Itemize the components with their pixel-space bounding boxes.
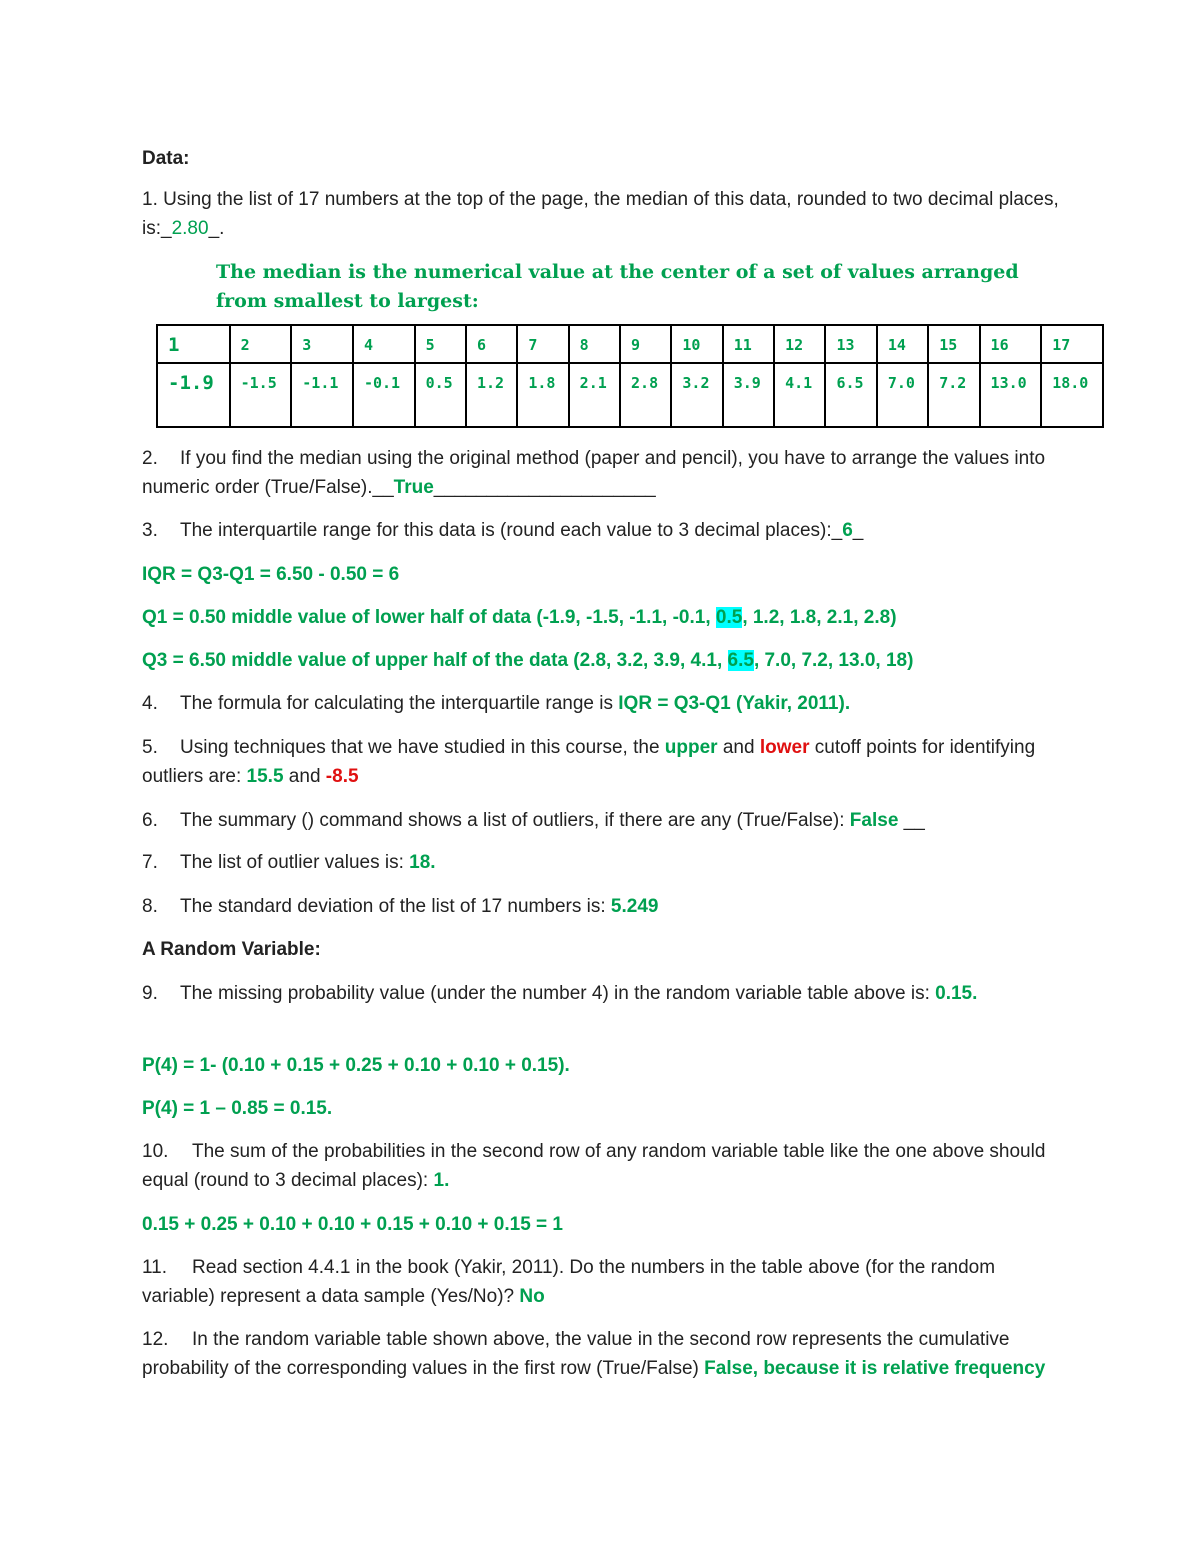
p4-line-2: P(4) = 1 – 0.85 = 0.15. (142, 1098, 333, 1119)
table-cell: 5 (415, 325, 466, 363)
q1-highlight: 0.5 (715, 607, 743, 628)
answer-3: 6 (842, 520, 853, 541)
table-cell: 13.0 (980, 363, 1042, 427)
answer-8: 5.249 (610, 896, 659, 917)
question-8: 8. The standard deviation of the list of 17 numbers is: 5.249 (142, 896, 659, 917)
table-cell: 1 (157, 325, 230, 363)
question-2: 2. If you find the median using the original method (paper and pencil), you have to arrange the values into numeric order (True/False).__True_____________________ (142, 448, 1046, 498)
table-cell: 6 (466, 325, 517, 363)
table-cell: 12 (774, 325, 825, 363)
table-cell: -1.5 (230, 363, 292, 427)
table-cell: 16 (980, 325, 1042, 363)
q3-highlight: 6.5 (727, 650, 754, 671)
table-cell: 0.5 (415, 363, 466, 427)
table-cell: 9 (620, 325, 671, 363)
table-cell: 2 (230, 325, 292, 363)
table-cell: 10 (671, 325, 722, 363)
sum-line: 0.15 + 0.25 + 0.10 + 0.10 + 0.15 + 0.10 + 0.15 = 1 (142, 1214, 563, 1235)
median-table-values-row (157, 363, 1103, 427)
question-7: 7. The list of outlier values is: 18. (142, 852, 436, 873)
answer-2: True (393, 477, 434, 498)
table-cell: 11 (723, 325, 774, 363)
answer-9: 0.15. (935, 983, 978, 1004)
table-cell: 2.1 (569, 363, 620, 427)
table-cell: 18.0 (1041, 363, 1103, 427)
table-cell: 7 (517, 325, 568, 363)
answer-6: False (849, 810, 899, 831)
table-cell: 2.8 (620, 363, 671, 427)
table-cell: 15 (928, 325, 979, 363)
table-cell: 1.8 (517, 363, 568, 427)
question-3: 3. The interquartile range for this data is (round each value to 3 decimal places):_6_ (142, 520, 864, 541)
table-cell: 3.2 (671, 363, 722, 427)
question-1: 1. Using the list of 17 numbers at the top of the page, the median of this data, rounded to two decimal places, is:_2.80_. (142, 189, 1059, 239)
answer-4: IQR = Q3-Q1 (Yakir, 2011). (618, 693, 851, 714)
table-cell: -0.1 (353, 363, 415, 427)
table-cell: 6.5 (825, 363, 876, 427)
q3-line: Q3 = 6.50 middle value of upper half of the data (2.8, 3.2, 3.9, 4.1, 6.5, 7.0, 7.2, 13.0, 18) (142, 650, 914, 671)
question-12: 12. In the random variable table shown above, the value in the second row represents the cumulative probability of the corresponding values in the first row (True/False) False, because it is relative frequency (142, 1329, 1046, 1379)
answer-12: False, because it is relative frequency (704, 1358, 1046, 1379)
table-cell: 1.2 (466, 363, 517, 427)
table-cell: 3 (291, 325, 353, 363)
table-cell: -1.1 (291, 363, 353, 427)
p4-line-1: P(4) = 1- (0.10 + 0.15 + 0.25 + 0.10 + 0.10 + 0.15). (142, 1055, 570, 1076)
answer-1: 2.80 (171, 218, 209, 239)
median-table (156, 324, 1104, 428)
answer-10: 1. (433, 1170, 450, 1191)
table-cell: 3.9 (723, 363, 774, 427)
table-cell: -1.9 (157, 363, 230, 427)
question-6: 6. The summary () command shows a list of outliers, if there are any (True/False): False __ (142, 810, 925, 831)
question-9: 9. The missing probability value (under the number 4) in the random variable table above is: 0.15. (142, 983, 978, 1004)
iqr-line: IQR = Q3-Q1 = 6.50 - 0.50 = 6 (142, 564, 400, 585)
question-11: 11. Read section 4.4.1 in the book (Yakir, 2011). Do the numbers in the table above (for the random variable) represent a data sample (Yes/No)? No (142, 1257, 996, 1307)
q1-line: Q1 = 0.50 middle value of lower half of data (-1.9, -1.5, -1.1, -0.1, 0.5, 1.2, 1.8, 2.1, 2.8) (142, 607, 897, 628)
section-heading-random-variable: A Random Variable: (142, 939, 321, 960)
answer-11: No (519, 1286, 545, 1307)
table-cell: 7.2 (928, 363, 979, 427)
median-table-positions-row (157, 325, 1103, 363)
table-cell: 7.0 (877, 363, 928, 427)
table-cell: 14 (877, 325, 928, 363)
answer-7: 18. (409, 852, 436, 873)
section-heading-data: Data: (142, 148, 190, 169)
answer-5-lower: -8.5 (325, 766, 359, 787)
table-cell: 13 (825, 325, 876, 363)
table-cell: 17 (1041, 325, 1103, 363)
table-cell: 4.1 (774, 363, 825, 427)
median-note: The median is the numerical value at the center of a set of values arranged from smallest to largest: (216, 261, 1019, 312)
answer-5-upper: 15.5 (246, 766, 284, 787)
table-cell: 4 (353, 325, 415, 363)
question-10: 10. The sum of the probabilities in the second row of any random variable table like the one above should equal (round to 3 decimal places): 1. (142, 1141, 1046, 1191)
table-cell: 8 (569, 325, 620, 363)
question-5: 5. Using techniques that we have studied in this course, the upper and lower cutoff points for identifying outliers are: 15.5 and -8.5 (142, 737, 1036, 787)
question-4: 4. The formula for calculating the interquartile range is IQR = Q3-Q1 (Yakir, 2011). (142, 693, 851, 714)
